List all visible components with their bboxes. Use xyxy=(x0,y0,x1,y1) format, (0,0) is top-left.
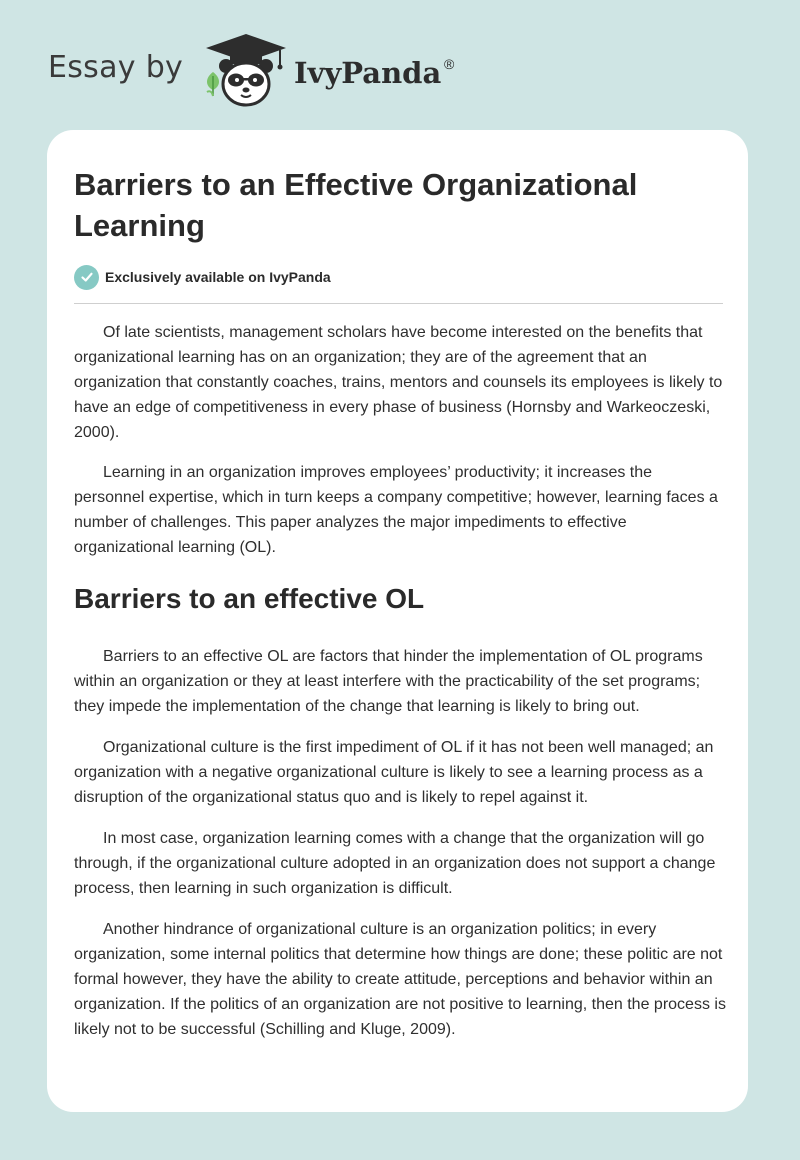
section-paragraph-3: In most case, organization learning comes with a change that the organization will go through, if the organizational culture adopted in an organization does not support a change process, then learning in such organization is difficult. xyxy=(74,830,716,897)
title-divider xyxy=(74,303,723,304)
section-heading: Barriers to an effective OL xyxy=(74,583,425,614)
essay-card xyxy=(47,130,748,1112)
intro-paragraph-1: Of late scientists, management scholars have become interested on the benefits that organizational learning has on an organization; they are of the agreement that an organization that constantly coaches, trains, mentors and counsels its employees is likely to have an edge of competitiveness in every phase of business (Hornsby and Warkeoczeski, 2000). xyxy=(74,324,723,441)
site-header xyxy=(0,0,800,120)
ivy-leaf-icon xyxy=(203,70,223,98)
check-circle-icon xyxy=(74,265,99,290)
registered-mark: ® xyxy=(444,56,455,72)
brand-name[interactable]: IvyPanda xyxy=(294,56,442,90)
brand-prefix: Essay by xyxy=(48,50,184,85)
exclusive-badge xyxy=(74,264,331,290)
section-paragraph-1: Barriers to an effective OL are factors that hinder the implementation of OL programs within an organization or they at least interfere with the practicability of the set programs; they impede the implementation of the change that learning is likely to bring out. xyxy=(74,648,703,715)
section-paragraph-2: Organizational culture is the first impediment of OL if it has not been well managed; an organization with a negative organizational culture is likely to see a learning process as a disruption of the organizational status quo and is likely to repel against it. xyxy=(74,739,714,806)
exclusive-label: Exclusively available on IvyPanda xyxy=(105,269,331,285)
section-paragraph-4: Another hindrance of organizational culture is an organization politics; in every organization, some internal politics that determine how things are done; these politic are not formal however, they have the ability to create attitude, perceptions and behavior within an organization. If the politics of an organization are not positive to learning, then the process is likely not to be successful (Schilling and Kluge, 2009). xyxy=(74,921,726,1038)
essay-title: Barriers to an Effective Organizational Learning xyxy=(74,167,638,243)
essay-body xyxy=(74,320,726,1042)
intro-paragraph-2: Learning in an organization improves employees’ productivity; it increases the personnel expertise, which in turn keeps a company competitive; however, learning faces a number of challenges. This paper analyzes the major impediments to effective organizational learning (OL). xyxy=(74,464,718,556)
